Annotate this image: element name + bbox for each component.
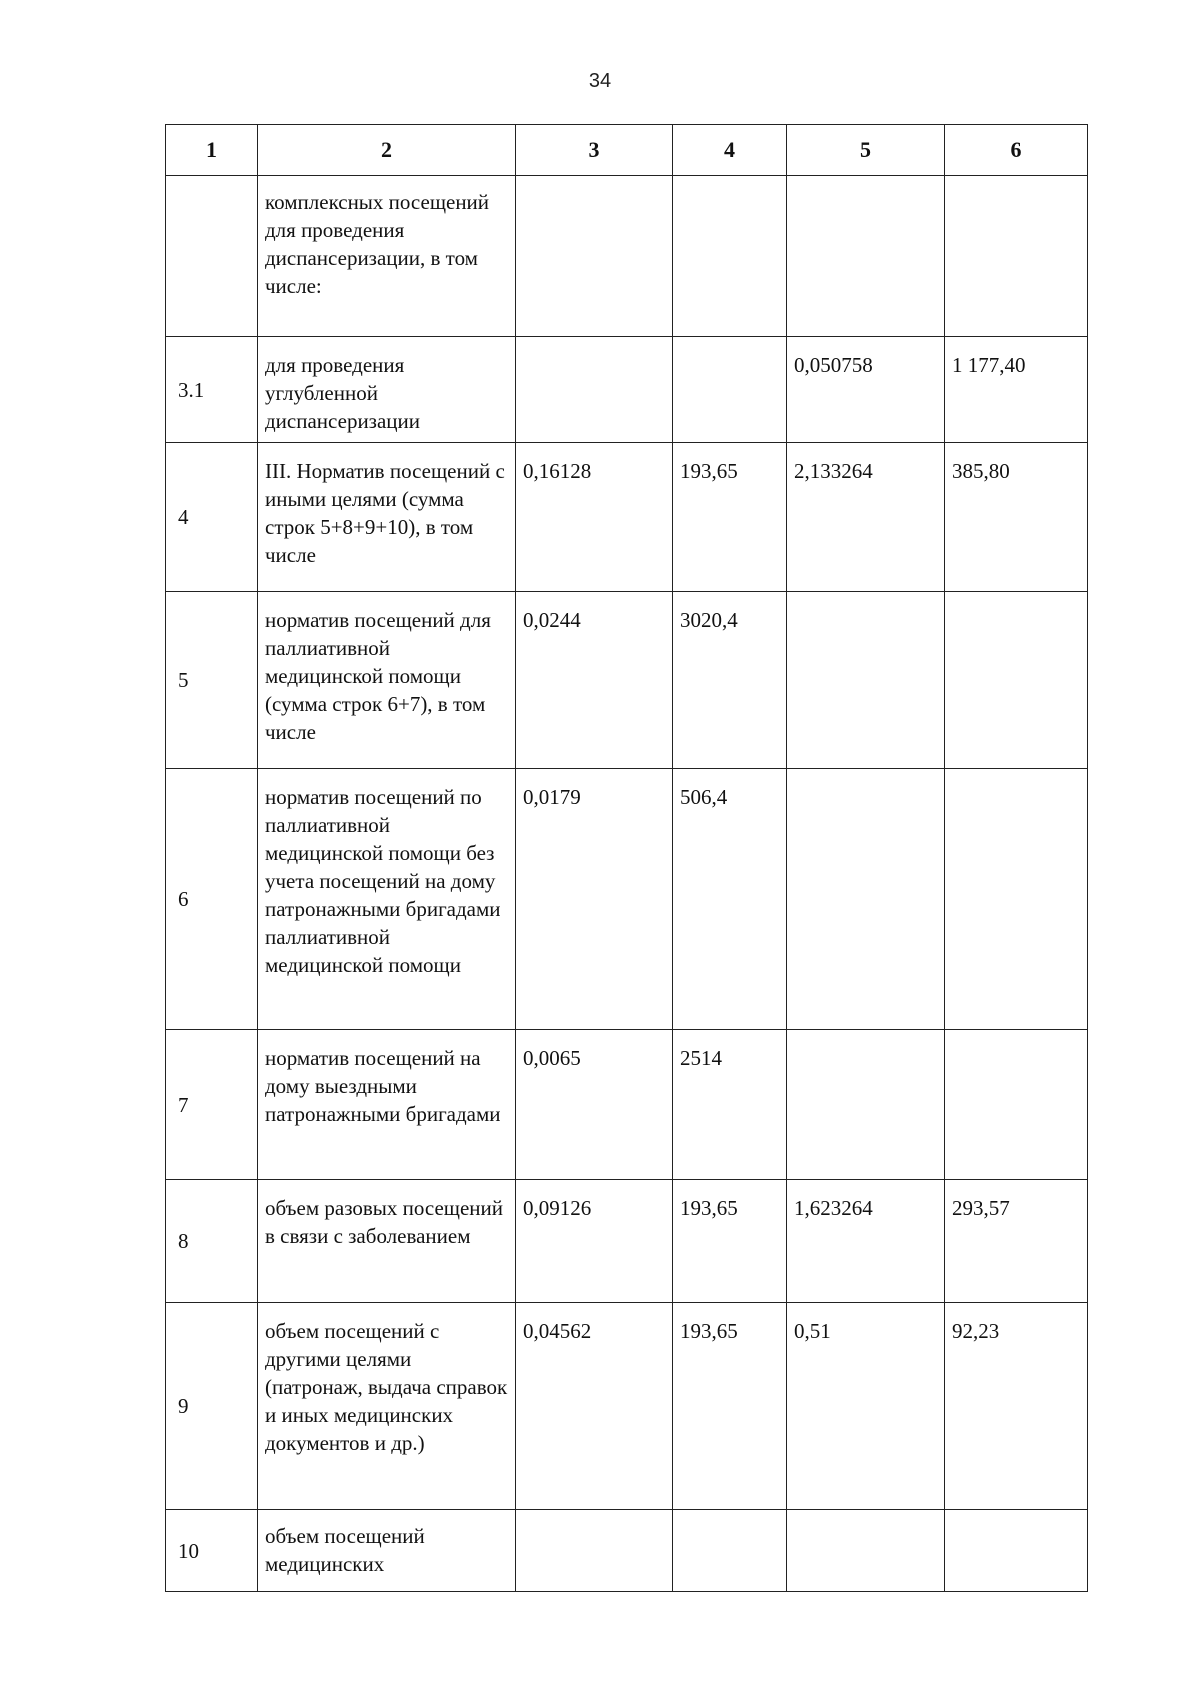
table-row (166, 1030, 1088, 1180)
row-number: 6 (166, 769, 258, 1030)
cell-col4 (673, 1510, 787, 1592)
row-description: для проведения углубленной диспансеризации (258, 337, 516, 443)
normative-table (165, 124, 1088, 1592)
cell-col5: 0,51 (787, 1303, 945, 1510)
cell-col6: 385,80 (945, 443, 1088, 592)
row-number (166, 176, 258, 337)
cell-col3: 0,09126 (516, 1180, 673, 1303)
cell-col5 (787, 592, 945, 769)
cell-col4: 2514 (673, 1030, 787, 1180)
cell-col3 (516, 176, 673, 337)
row-description: норматив посещений по паллиативной медицинской помощи без учета посещений на дому патронажными бригадами паллиативной медицинской помощи (258, 769, 516, 1030)
row-number: 8 (166, 1180, 258, 1303)
cell-col4: 506,4 (673, 769, 787, 1030)
row-description: объем посещений медицинских (258, 1510, 516, 1592)
cell-col5 (787, 1030, 945, 1180)
cell-col3: 0,0244 (516, 592, 673, 769)
table-row (166, 592, 1088, 769)
row-description: III. Норматив посещений с иными целями (сумма строк 5+8+9+10), в том числе (258, 443, 516, 592)
row-description: норматив посещений для паллиативной медицинской помощи (сумма строк 6+7), в том числе (258, 592, 516, 769)
cell-col3: 0,0065 (516, 1030, 673, 1180)
header-cell-3: 3 (516, 125, 673, 176)
row-number: 10 (166, 1510, 258, 1592)
row-number: 7 (166, 1030, 258, 1180)
table-row (166, 1303, 1088, 1510)
cell-col5 (787, 769, 945, 1030)
cell-col6: 293,57 (945, 1180, 1088, 1303)
cell-col4 (673, 337, 787, 443)
cell-col4: 3020,4 (673, 592, 787, 769)
cell-col5: 2,133264 (787, 443, 945, 592)
row-number: 3.1 (166, 337, 258, 443)
row-number: 5 (166, 592, 258, 769)
header-cell-1: 1 (166, 125, 258, 176)
cell-col3: 0,0179 (516, 769, 673, 1030)
cell-col4 (673, 176, 787, 337)
table-row (166, 176, 1088, 337)
cell-col6 (945, 1030, 1088, 1180)
cell-col6 (945, 769, 1088, 1030)
table-row (166, 337, 1088, 443)
cell-col3 (516, 337, 673, 443)
cell-col6 (945, 592, 1088, 769)
row-description: объем разовых посещений в связи с заболеванием (258, 1180, 516, 1303)
table-row (166, 1180, 1088, 1303)
cell-col3 (516, 1510, 673, 1592)
table-row (166, 443, 1088, 592)
row-number: 4 (166, 443, 258, 592)
header-cell-6: 6 (945, 125, 1088, 176)
cell-col3: 0,16128 (516, 443, 673, 592)
header-row (166, 125, 1088, 176)
header-cell-2: 2 (258, 125, 516, 176)
cell-col4: 193,65 (673, 443, 787, 592)
cell-col3: 0,04562 (516, 1303, 673, 1510)
cell-col6: 92,23 (945, 1303, 1088, 1510)
header-cell-5: 5 (787, 125, 945, 176)
cell-col5 (787, 1510, 945, 1592)
cell-col5: 1,623264 (787, 1180, 945, 1303)
row-description: норматив посещений на дому выездными патронажными бригадами (258, 1030, 516, 1180)
cell-col6: 1 177,40 (945, 337, 1088, 443)
table-row (166, 769, 1088, 1030)
cell-col5 (787, 176, 945, 337)
header-cell-4: 4 (673, 125, 787, 176)
cell-col5: 0,050758 (787, 337, 945, 443)
table-row (166, 1510, 1088, 1592)
cell-col6 (945, 1510, 1088, 1592)
page-number: 34 (588, 70, 612, 92)
row-description: объем посещений с другими целями (патронаж, выдача справок и иных медицинских документов и др.) (258, 1303, 516, 1510)
cell-col4: 193,65 (673, 1180, 787, 1303)
row-description: комплексных посещений для проведения диспансеризации, в том числе: (258, 176, 516, 337)
cell-col4: 193,65 (673, 1303, 787, 1510)
row-number: 9 (166, 1303, 258, 1510)
cell-col6 (945, 176, 1088, 337)
